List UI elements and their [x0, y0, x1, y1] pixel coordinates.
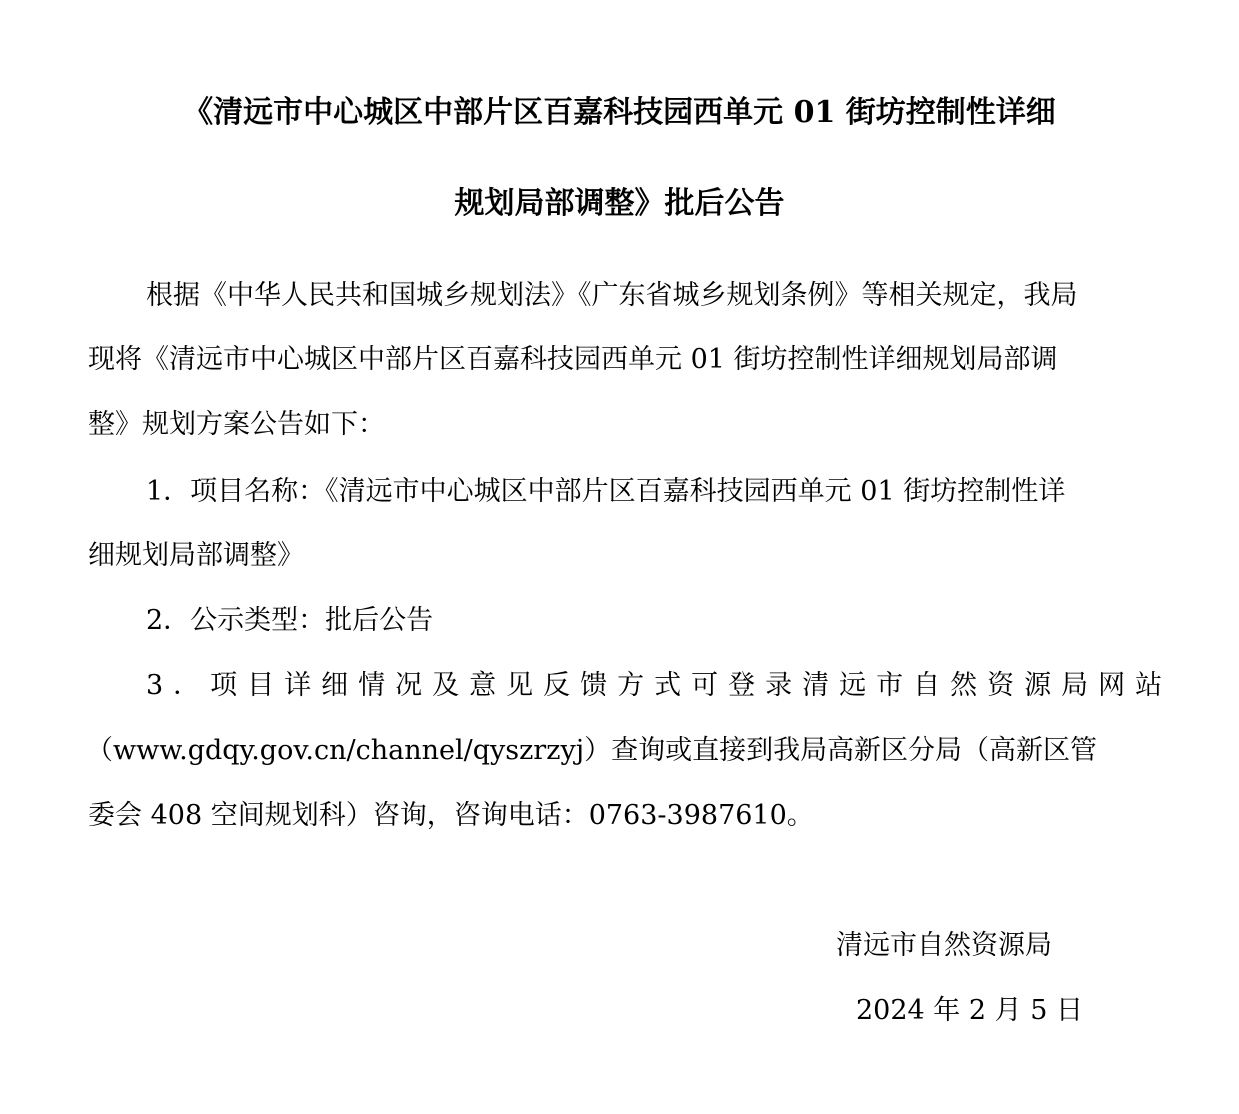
document-title-line-1: 《清远市中心城区中部片区百嘉科技园西单元 01 街坊控制性详细	[183, 95, 1056, 130]
document-title-line-2: 规划局部调整》批后公告	[454, 186, 785, 221]
item-3-line-3: 委会 408 空间规划科）咨询，咨询电话：0763-3987610。	[88, 800, 814, 831]
intro-paragraph-line-1: 根据《中华人民共和国城乡规划法》《广东省城乡规划条例》等相关规定，我局	[146, 280, 1078, 311]
item-2: 2．公示类型：批后公告	[146, 605, 434, 636]
item-3-line-1: 3．项目详细情况及意见反馈方式可登录清远市自然资源局网站	[146, 670, 1173, 701]
item-1-line-2: 细规划局部调整》	[88, 540, 304, 571]
intro-paragraph-line-2: 现将《清远市中心城区中部片区百嘉科技园西单元 01 街坊控制性详细规划局部调	[88, 344, 1058, 375]
intro-paragraph-line-3: 整》规划方案公告如下：	[88, 409, 385, 440]
item-1-line-1: 1．项目名称：《清远市中心城区中部片区百嘉科技园西单元 01 街坊控制性详	[146, 476, 1066, 507]
signature-date: 2024 年 2 月 5 日	[856, 995, 1083, 1026]
item-3-line-2: （www.gdqy.gov.cn/channel/qyszrzyj）查询或直接到我局高新区分局（高新区管	[86, 735, 1098, 766]
signature-organization: 清远市自然资源局	[836, 930, 1052, 961]
